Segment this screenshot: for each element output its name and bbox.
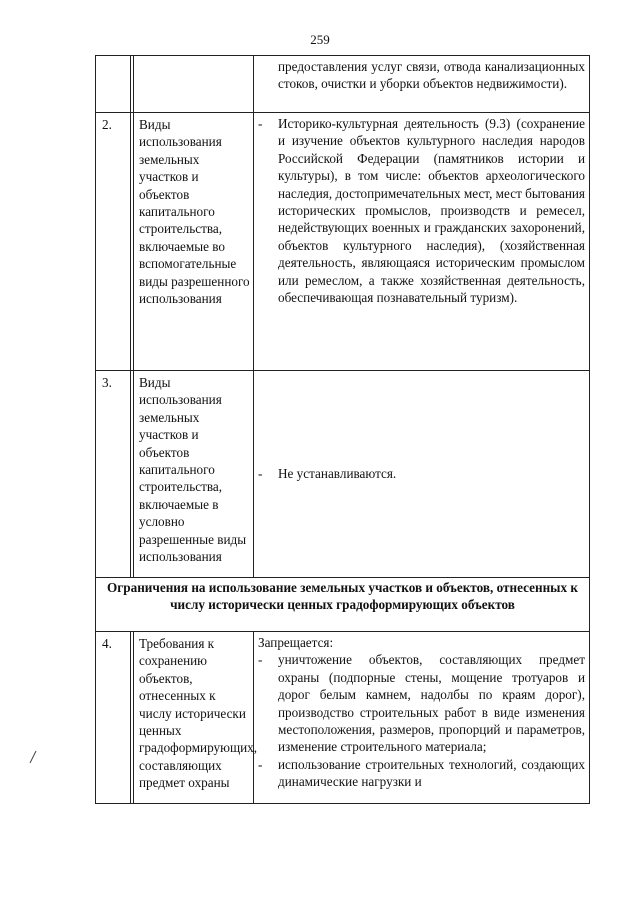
- body-intro: Запрещается:: [258, 635, 334, 650]
- row-label: Виды использования земельных участков и объектов капитального строительства, включаемые во вспомогательные виды разрешенного использования: [134, 113, 254, 371]
- body-bullet: - уничтожение объектов, составляющих предмет охраны (подпорные стены, мощение тротуаров и дорог белым камнем, надолбы по краям дорог), производство строительных работ в виде изменения местоположения, размеров, пропорций и параметров, изменение строительного материала;: [258, 652, 585, 755]
- bullet-mark: -: [258, 756, 263, 772]
- page-number: 259: [310, 32, 330, 47]
- table-row: [96, 371, 590, 578]
- row-number: 4.: [96, 632, 131, 804]
- body-paragraph: предоставления услуг связи, отвода канализационных стоков, очистки и уборки объектов недвижимости).: [278, 59, 585, 92]
- table-row: [96, 632, 590, 804]
- row-label: Требования к сохранению объектов, отнесенных к числу исторически ценных градоформирующих, составляющих предмет охраны: [134, 632, 254, 804]
- table-row: [96, 56, 590, 113]
- row-body: [254, 632, 590, 804]
- bullet-mark: -: [258, 465, 263, 481]
- regulations-table: [95, 55, 590, 804]
- row-label: Виды использования земельных участков и объектов капитального строительства, включаемые в условно разрешенные виды использования: [134, 371, 254, 578]
- section-heading: Ограничения на использование земельных участков и объектов, отнесенных к числу исторически ценных градоформирующих объектов: [96, 578, 590, 632]
- row-label: [134, 56, 254, 113]
- pen-stroke-mark: [28, 750, 38, 764]
- row-body: [254, 113, 590, 371]
- table-row: [96, 113, 590, 371]
- row-number: 3.: [96, 371, 131, 578]
- row-number: [96, 56, 131, 113]
- body-paragraph: - Историко-культурная деятельность (9.3) (сохранение и изучение объектов культурного наследия народов Российской Федерации (памятников истории и культуры), в том числе: объектов археологического наследия, достопримечательных мест, мест бытования исторических промыслов, производств и ремесел, недействующих военных и гражданских захоронений, объектов культурного наследия), (хозяйственная деятельность, являющаяся историческим промыслом или ремеслом, а также хозяйственная деятельность, обеспечивающая познавательный туризм).: [258, 116, 585, 306]
- bullet-mark: -: [258, 652, 263, 668]
- body-bullet: - использование строительных технологий, создающих динамические нагрузки и: [258, 756, 585, 790]
- row-body: [254, 56, 590, 113]
- row-number: 2.: [96, 113, 131, 371]
- body-paragraph: - Не устанавливаются.: [258, 465, 397, 481]
- section-heading-row: [96, 578, 590, 632]
- bullet-mark: -: [258, 116, 263, 131]
- row-body: [254, 371, 590, 578]
